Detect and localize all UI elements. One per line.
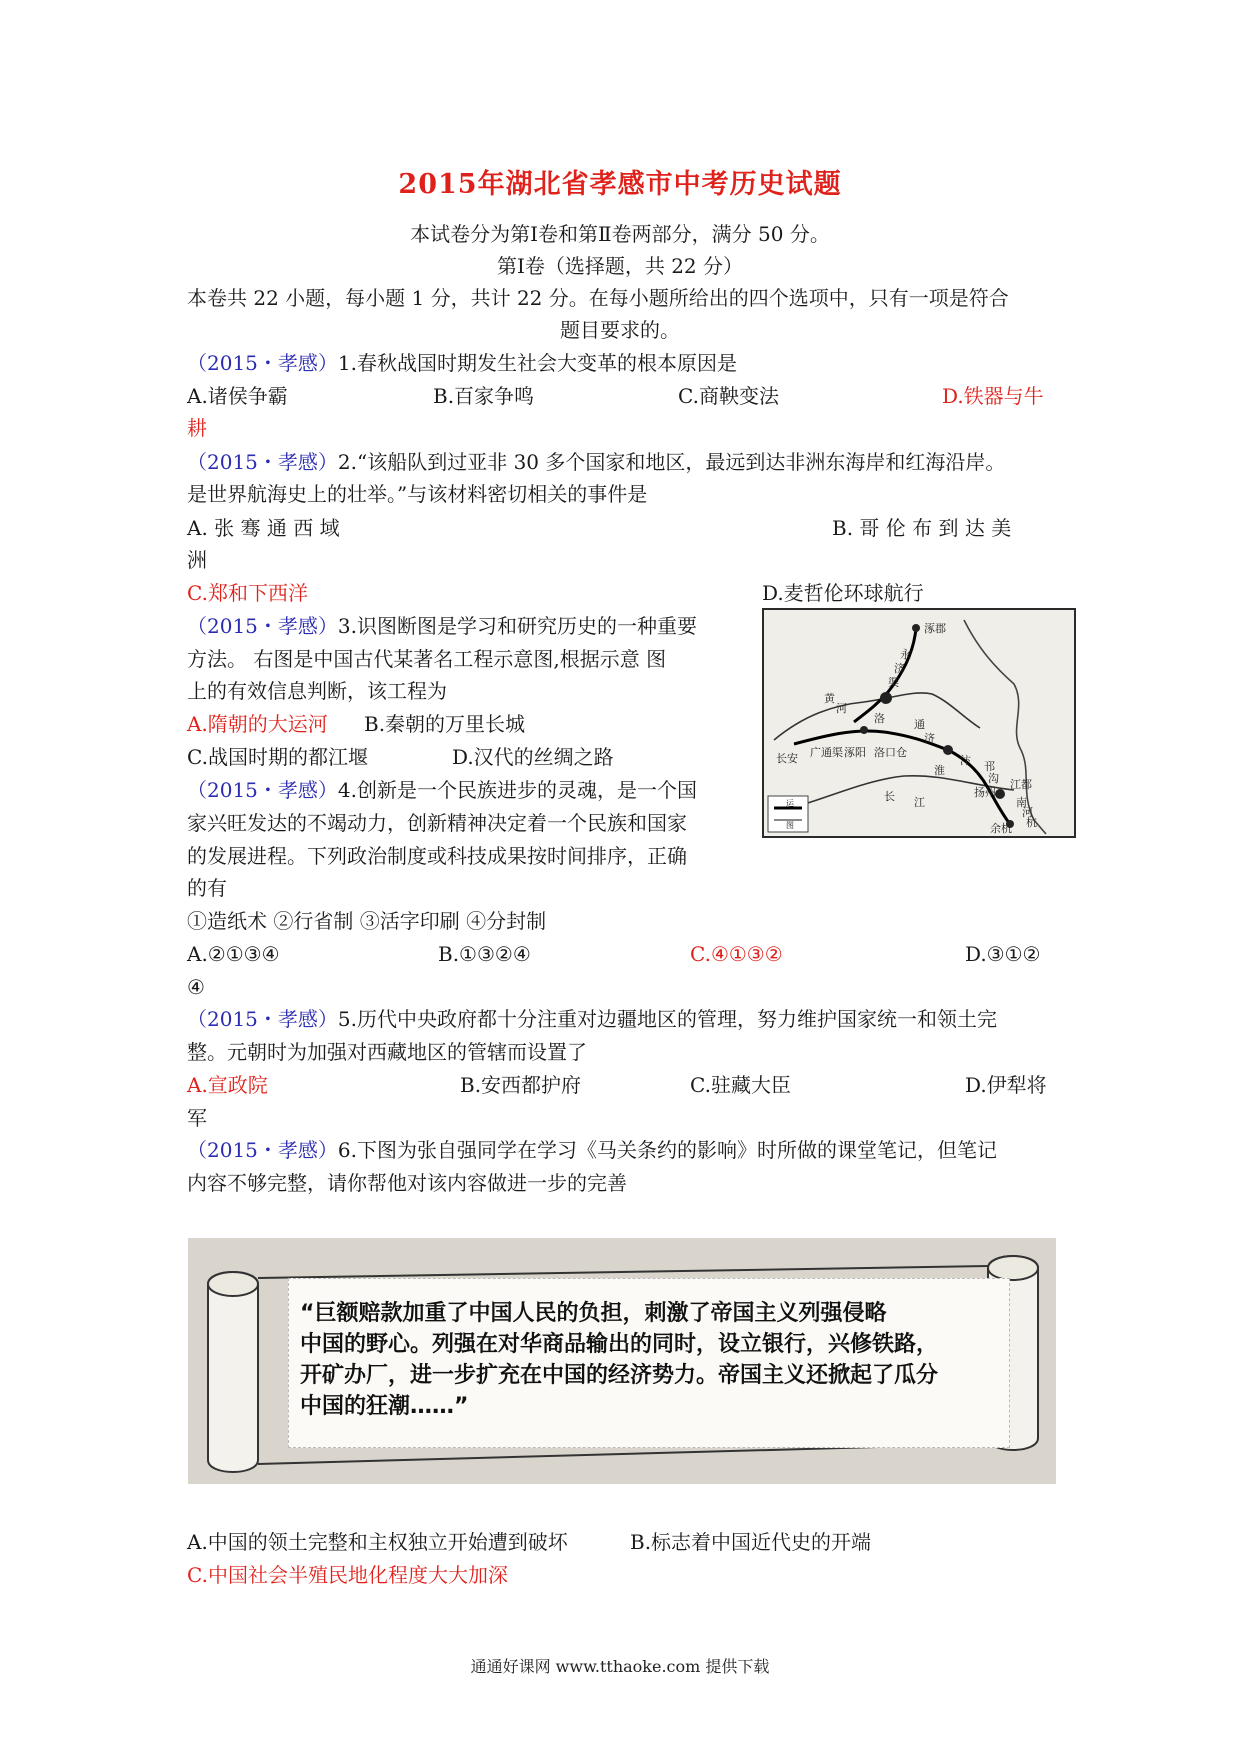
map-label: 长安: [776, 752, 798, 765]
map-label: 运: [786, 799, 794, 808]
q4-option-d-cont: ④: [187, 975, 205, 999]
map-label: 广通渠: [810, 746, 843, 759]
map-label: 洛口仓: [874, 746, 907, 759]
q1-option-c: C.商鞅变法: [678, 384, 779, 408]
q6-option-c: C.中国社会半殖民地化程度大大加深: [187, 1563, 508, 1587]
map-label: 长: [884, 790, 895, 803]
question-3-stem-cont-2: 上的有效信息判断，该工程为: [187, 679, 447, 703]
map-label: 永: [900, 648, 911, 661]
question-4-stem-cont: 家兴旺发达的不竭动力，创新精神决定着一个民族和国家: [187, 811, 687, 835]
intro-line-4: 题目要求的。: [560, 318, 680, 342]
q3-option-c: C.战国时期的都江堰: [187, 745, 368, 769]
intro-line-2: 第Ⅰ卷（选择题，共 22 分）: [496, 254, 744, 278]
question-6-stem-cont: 内容不够完整，请你帮他对该内容做进一步的完善: [187, 1171, 627, 1195]
question-4-stem-cont-2: 的发展进程。下列政治制度或科技成果按时间排序，正确: [187, 844, 687, 868]
q5-option-d-cont: 军: [187, 1106, 207, 1130]
question-4-stem-cont-3: 的有: [187, 876, 227, 900]
q2-option-b: B. 哥 伦 布 到 达 美: [832, 516, 1012, 540]
map-label: 黄: [824, 692, 835, 705]
note-text: [300, 1298, 1020, 1422]
note-line: 中国的野心。列强在对华商品输出的同时，设立银行，兴修铁路，: [300, 1332, 939, 1357]
map-label: 余杭: [990, 822, 1012, 835]
note-line: 中国的狂潮……”: [300, 1394, 469, 1419]
q2-option-a: A. 张 骞 通 西 域: [187, 516, 340, 540]
map-label: 江: [914, 796, 925, 809]
map-label: 通: [914, 718, 925, 731]
map-label: 江都: [1010, 778, 1032, 791]
intro-line-1: 本试卷分为第Ⅰ卷和第Ⅱ卷两部分，满分 50 分。: [410, 222, 830, 246]
map-drawing: [764, 610, 1074, 836]
question-5-stem: （2015・孝感）5.历代中央政府都十分注重对边疆地区的管理，努力维护国家统一和领土完: [187, 1007, 997, 1031]
question-3-stem: （2015・孝感）3.识图断图是学习和研究历史的一种重要: [187, 614, 697, 638]
question-6-stem: （2015・孝感）6.下图为张自强同学在学习《马关条约的影响》时所做的课堂笔记，但笔记: [187, 1138, 997, 1162]
map-label: 涿郡: [924, 622, 946, 635]
q4-items: ①造纸术 ②行省制 ③活字印刷 ④分封制: [187, 909, 547, 933]
q1-option-b: B.百家争鸣: [433, 384, 535, 408]
map-label: 河: [836, 702, 847, 715]
map-label: 南: [1016, 796, 1027, 809]
question-2-stem: （2015・孝感）2.“该船队到过亚非 30 多个国家和地区，最远到达非洲东海岸和红海沿岸。: [187, 450, 1006, 474]
map-label: 济: [924, 732, 935, 745]
q4-option-b: B.①③②④: [438, 942, 531, 966]
q5-option-a: A.宣政院: [187, 1073, 268, 1097]
q5-option-d: D.伊犁将: [965, 1073, 1047, 1097]
source-tag: （2015・孝感）: [187, 778, 338, 802]
question-2-stem-cont: 是世界航海史上的壮举。”与该材料密切相关的事件是: [187, 482, 648, 506]
q2-option-d: D.麦哲伦环球航行: [762, 581, 924, 605]
q4-option-d: D.③①②: [965, 942, 1041, 966]
q3-option-a: A.隋朝的大运河: [187, 712, 328, 736]
note-line: 开矿办厂，进一步扩充在中国的经济势力。帝国主义还掀起了瓜分: [300, 1363, 939, 1388]
grand-canal-map: [762, 608, 1076, 838]
map-label: 图: [786, 821, 794, 830]
source-tag: （2015・孝感）: [187, 450, 338, 474]
map-label: 淮: [934, 764, 945, 777]
map-label: 渠: [888, 676, 899, 689]
q3-option-d: D.汉代的丝绸之路: [452, 745, 614, 769]
question-3-stem-cont: 方法。 右图是中国古代某著名工程示意图,根据示意 图: [187, 647, 667, 671]
source-tag: （2015・孝感）: [187, 1007, 338, 1031]
note-line: “巨额赔款加重了中国人民的负担，刺激了帝国主义列强侵略: [300, 1301, 887, 1326]
source-tag: （2015・孝感）: [187, 1138, 338, 1162]
q6-option-a: A.中国的领土完整和主权独立开始遭到破坏: [187, 1530, 568, 1554]
q4-option-c: C.④①③②: [690, 942, 783, 966]
map-label: 洛: [874, 712, 885, 725]
map-label: 沟: [988, 772, 999, 785]
map-label: 汴: [960, 754, 971, 767]
page-footer: 通通好课网 www.tthaoke.com 提供下载: [470, 1657, 770, 1676]
q1-option-a: A.诸侯争霸: [187, 384, 288, 408]
map-label: 济: [894, 662, 905, 675]
source-tag: （2015・孝感）: [187, 614, 338, 638]
question-4-stem: （2015・孝感）4.创新是一个民族进步的灵魂，是一个国: [187, 778, 697, 802]
question-5-stem-cont: 整。元朝时为加强对西藏地区的管辖而设置了: [187, 1040, 587, 1064]
map-label: 涿阳: [844, 746, 866, 759]
q2-option-b-cont: 洲: [187, 548, 207, 572]
q5-option-c: C.驻藏大臣: [690, 1073, 791, 1097]
source-tag: （2015・孝感）: [187, 351, 338, 375]
q5-option-b: B.安西都护府: [460, 1073, 582, 1097]
q1-option-d-cont: 耕: [187, 416, 207, 440]
map-label: 扬州: [974, 786, 996, 799]
map-label: 杭: [1026, 816, 1037, 829]
question-1-stem: （2015・孝感）1.春秋战国时期发生社会大变革的根本原因是: [187, 351, 737, 375]
page-title: 2015年湖北省孝感市中考历史试题: [398, 169, 842, 200]
map-label: 邗: [984, 760, 995, 773]
q4-option-a: A.②①③④: [187, 942, 280, 966]
map-label: 河: [1022, 806, 1033, 819]
q2-option-c: C.郑和下西洋: [187, 581, 308, 605]
q1-option-d: D.铁器与牛: [942, 384, 1044, 408]
intro-line-3: 本卷共 22 小题，每小题 1 分，共计 22 分。在每小题所给出的四个选项中，只有一项是符合: [187, 286, 1009, 310]
q6-option-b: B.标志着中国近代史的开端: [630, 1530, 872, 1554]
q3-option-b: B.秦朝的万里长城: [364, 712, 526, 736]
